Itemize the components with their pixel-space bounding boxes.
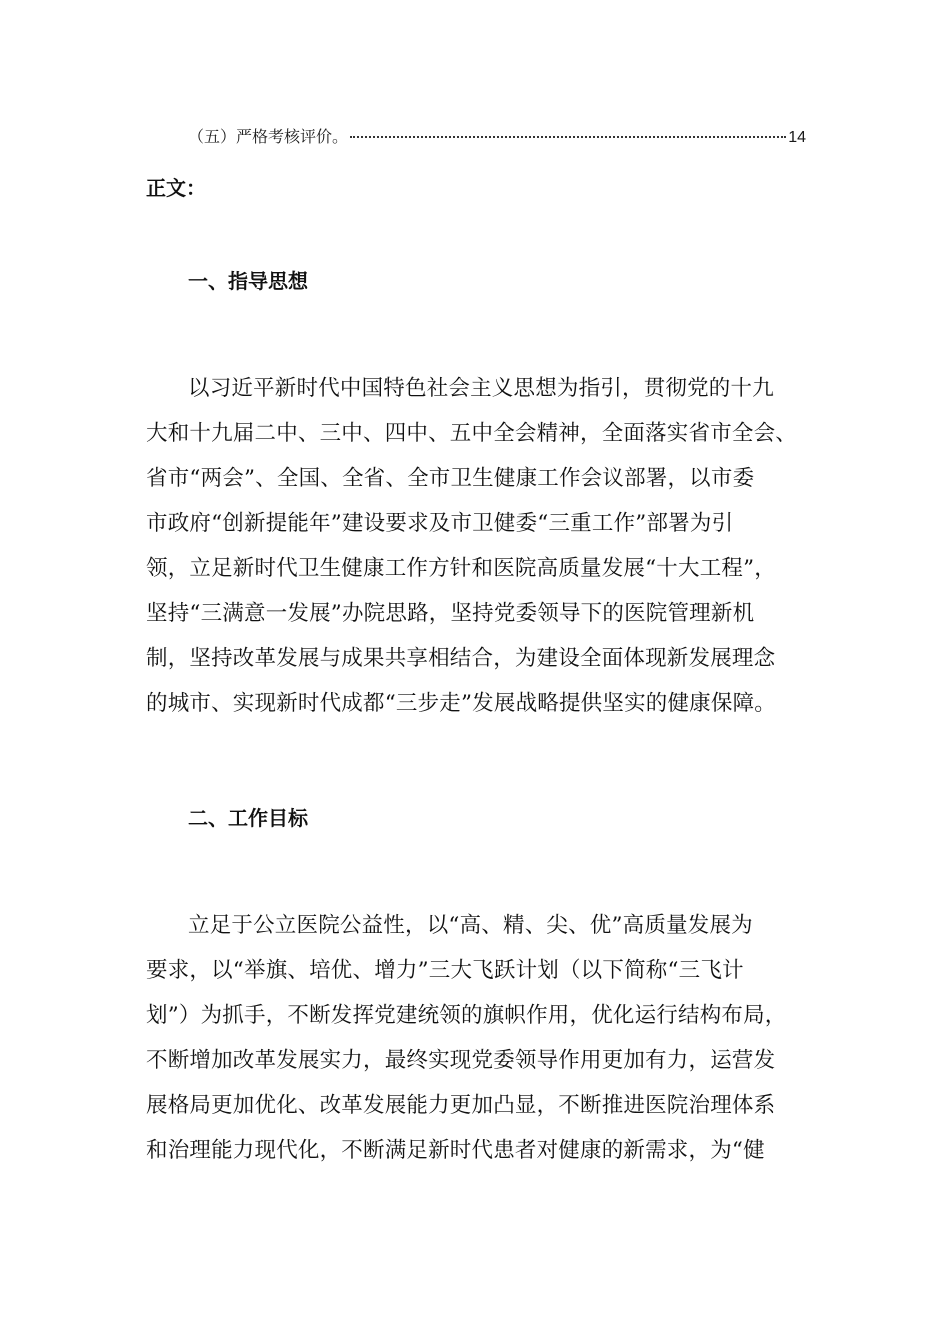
paragraph-line: 坚持“三满意一发展”办院思路，坚持党委领导下的医院管理新机 — [146, 601, 755, 626]
body-section-label: 正文： — [146, 176, 206, 200]
toc-entry[interactable] — [188, 124, 806, 152]
paragraph-line: 和治理能力现代化，不断满足新时代患者对健康的新需求，为“健 — [146, 1138, 765, 1163]
paragraph-line: 要求，以“举旗、培优、增力”三大飞跃计划（以下简称“三飞计 — [146, 958, 744, 983]
paragraph-line: 省市“两会”、全国、全省、全市卫生健康工作会议部署，以市委 — [146, 466, 755, 491]
paragraph-line: 立足于公立医院公益性，以“高、精、尖、优”高质量发展为 — [188, 913, 753, 938]
section-heading-work-objectives: 二、工作目标 — [188, 806, 308, 830]
paragraph-line: 大和十九届二中、三中、四中、五中全会精神，全面落实省市全会、 — [146, 421, 798, 446]
toc-page-number: 14 — [788, 129, 806, 146]
paragraph-line: 以习近平新时代中国特色社会主义思想为指引，贯彻党的十九 — [188, 376, 774, 401]
paragraph-line: 制，坚持改革发展与成果共享相结合，为建设全面体现新发展理念 — [146, 646, 776, 671]
paragraph-guiding-ideology — [146, 366, 806, 726]
paragraph-line: 不断增加改革发展实力，最终实现党委领导作用更加有力，运营发 — [146, 1048, 776, 1073]
toc-entry-label: （五）严格考核评价。 — [188, 127, 349, 146]
paragraph-line: 划”）为抓手，不断发挥党建统领的旗帜作用，优化运行结构布局， — [146, 1003, 787, 1028]
paragraph-line: 市政府“创新提能年”建设要求及市卫健委“三重工作”部署为引 — [146, 511, 734, 536]
section-heading-guiding-ideology: 一、指导思想 — [188, 269, 308, 293]
paragraph-line: 展格局更加优化、改革发展能力更加凸显，不断推进医院治理体系 — [146, 1093, 776, 1118]
toc-dot-leader — [350, 136, 786, 138]
paragraph-line: 的城市、实现新时代成都“三步走”发展战略提供坚实的健康保障。 — [146, 691, 776, 716]
paragraph-work-objectives — [146, 903, 806, 1173]
paragraph-line: 领，立足新时代卫生健康工作方针和医院高质量发展“十大工程”， — [146, 556, 776, 581]
